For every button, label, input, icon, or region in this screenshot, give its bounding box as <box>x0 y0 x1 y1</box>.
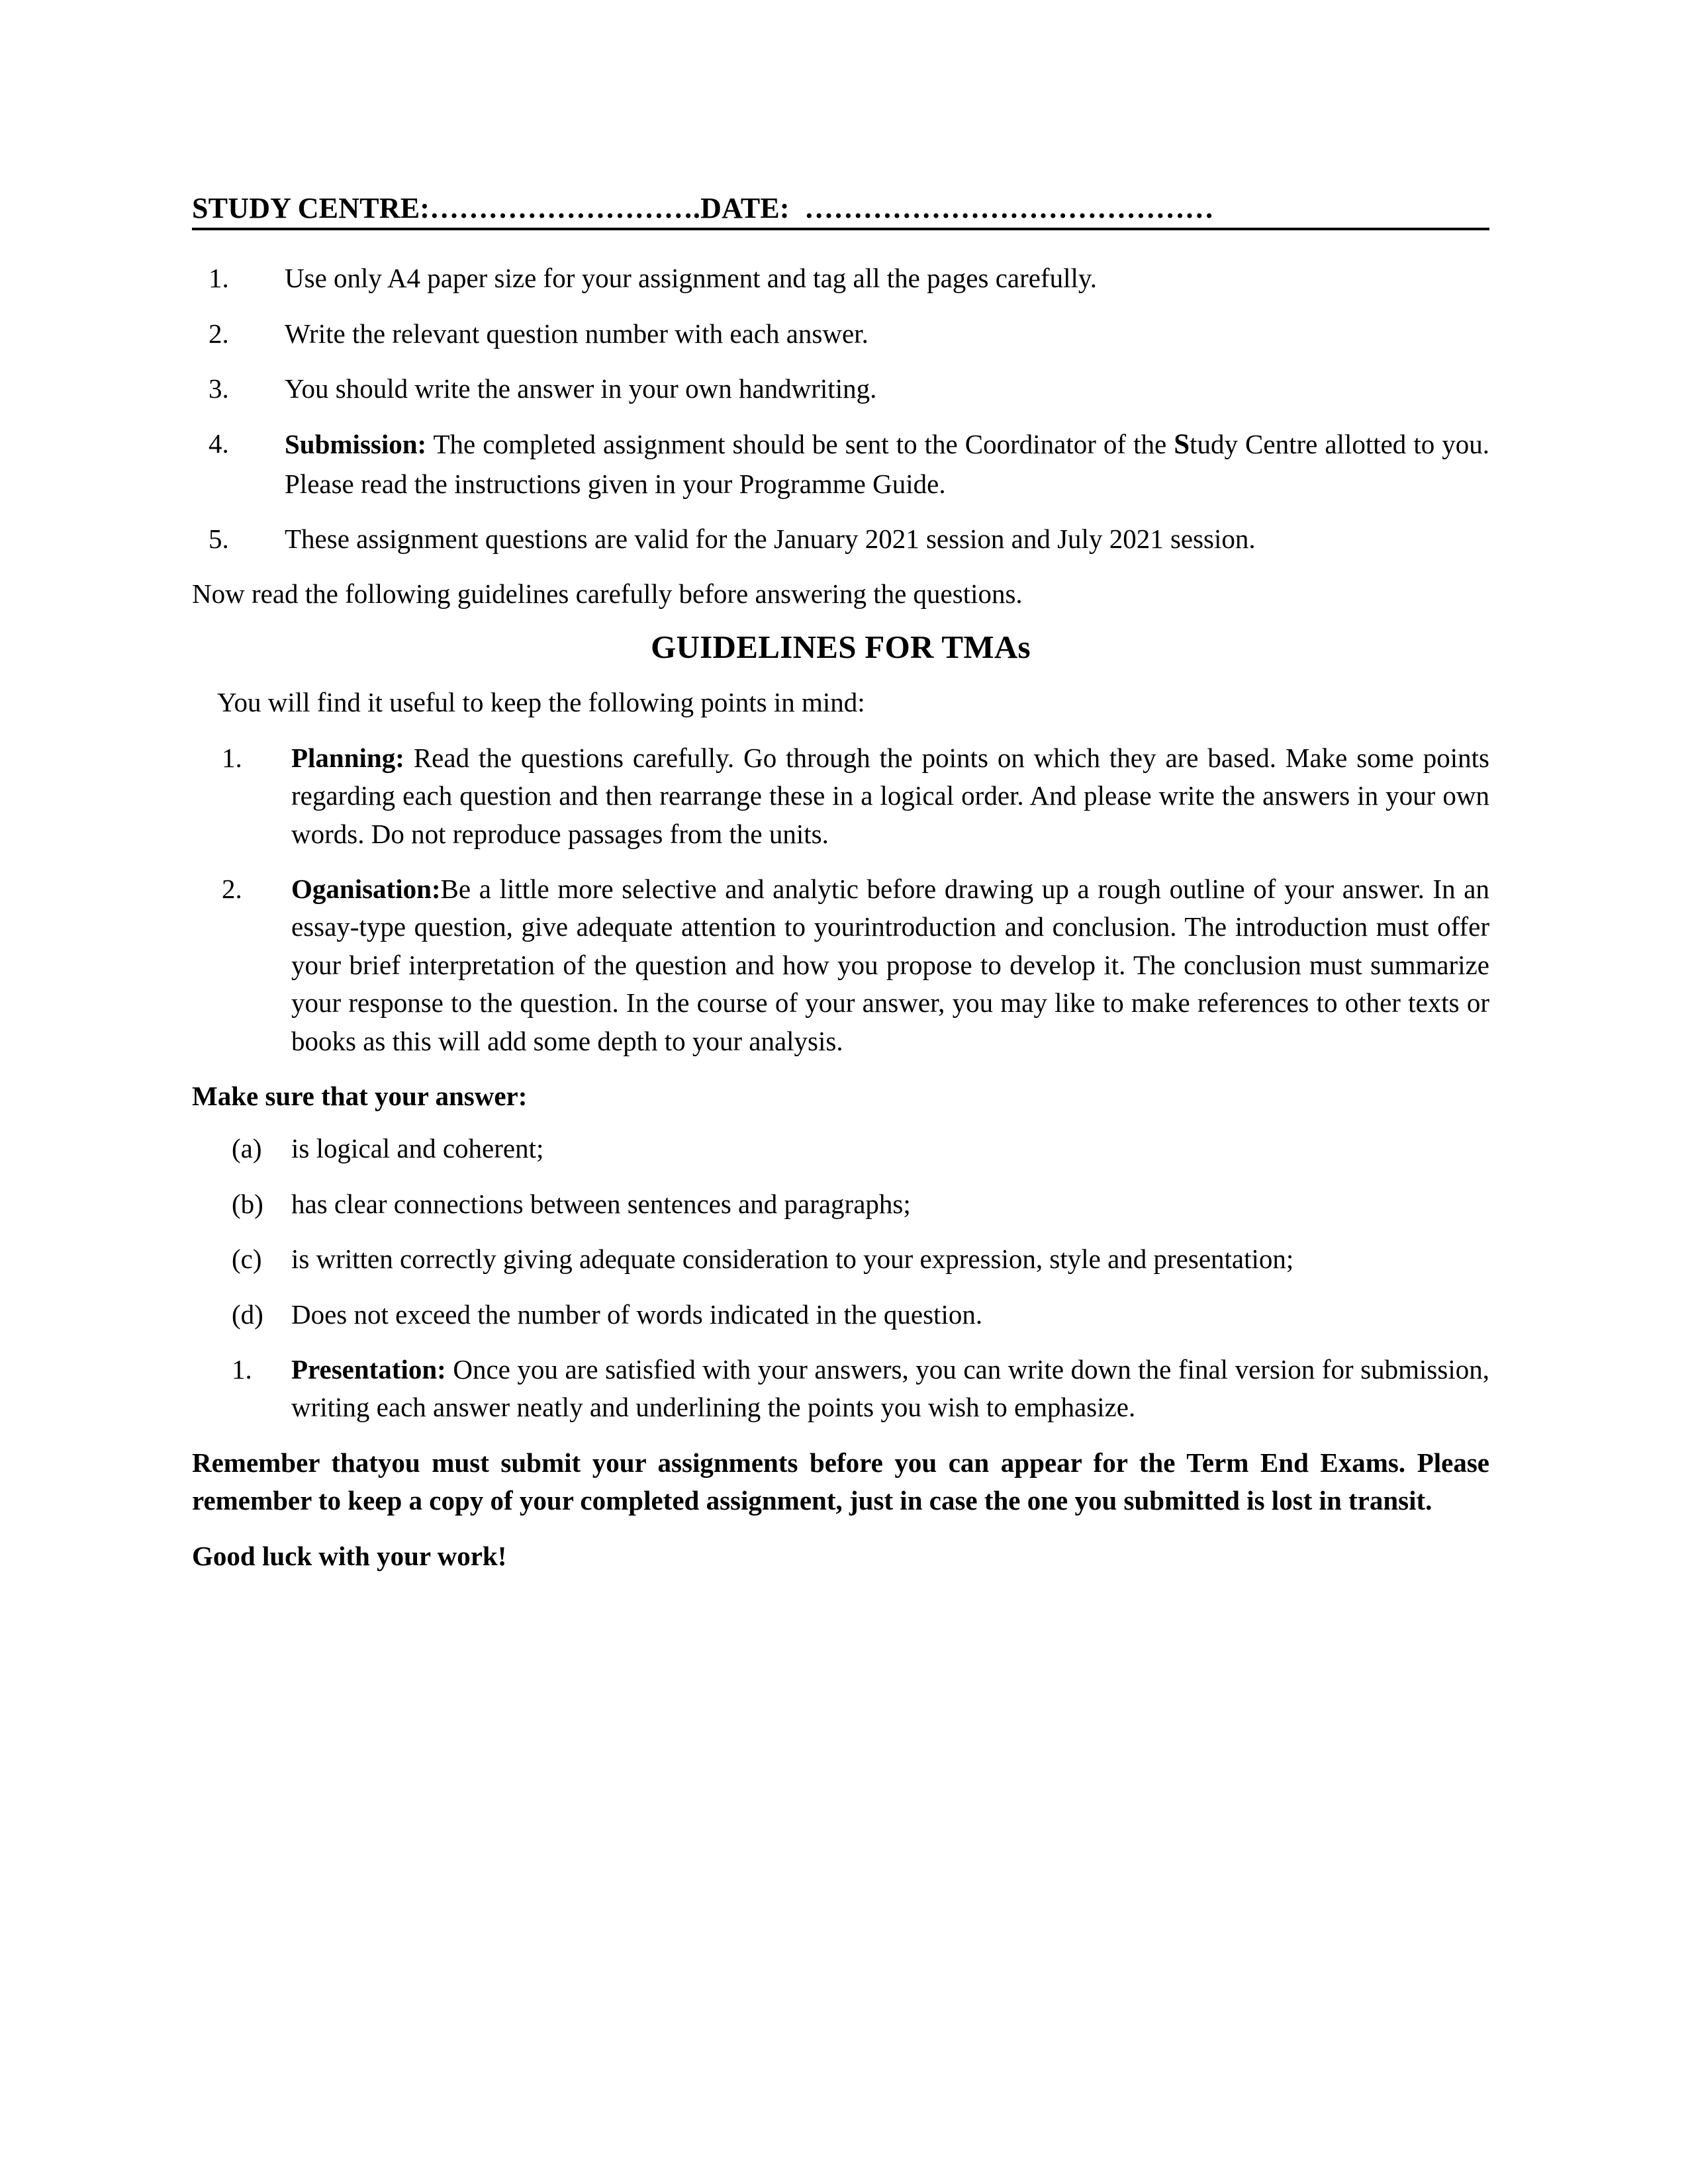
list-item-organisation <box>222 870 1489 1060</box>
list-marker: 3. <box>209 373 229 404</box>
presentation-label: Presentation: <box>291 1353 446 1385</box>
list-marker: 1. <box>222 742 242 773</box>
list-item-text: These assignment questions are valid for the January 2021 session and July 2021 session. <box>285 523 1256 554</box>
submission-text-a: The completed assignment should be sent to the Coordinator of the <box>426 429 1174 460</box>
list-item-presentation <box>232 1351 1489 1427</box>
guidelines-intro: You will find it useful to keep the following points in mind: <box>217 687 865 718</box>
list-marker: (c) <box>232 1244 262 1275</box>
submission-study-initial: S <box>1174 429 1190 461</box>
list-marker: 2. <box>209 318 229 349</box>
organisation-text: Be a little more selective and analytic before drawing up a rough outline of your answer. In an essay-type question, give adequate attention to yourintroduction and conclusion. The introduction must offer your brief interpretation of the question and how you propose to develop it. The conclusion must summarize your response to the question. In the course of your answer, you may like to make references to other texts or books as this will add some depth to your analysis. <box>291 874 1489 1056</box>
list-item <box>232 1240 1489 1278</box>
list-marker: 5. <box>209 523 229 554</box>
list-item <box>209 315 1489 353</box>
planning-label: Planning: <box>291 742 404 773</box>
submission-text-b: tudy Centre allotted to you. Please read the instructions given in your Programme Guide. <box>285 429 1489 499</box>
now-read-paragraph: Now read the following guidelines carefully before answering the questions. <box>192 578 1023 610</box>
list-marker: 1. <box>232 1353 252 1385</box>
list-marker: (d) <box>232 1298 263 1330</box>
list-marker: 1. <box>209 263 229 294</box>
presentation-text: Once you are satisfied with your answers, you can write down the final version for submission, writing each answer neatly and underlining the points you wish to emphasize. <box>291 1353 1489 1423</box>
list-item <box>232 1185 1489 1223</box>
list-marker: (b) <box>232 1188 263 1219</box>
study-centre-date-line: STUDY CENTRE:……………………….DATE: …………………………………… <box>192 192 1214 224</box>
submission-label: Submission: <box>285 429 427 460</box>
instructions-list <box>192 259 1489 558</box>
list-item-planning <box>222 739 1489 853</box>
list-marker: 2. <box>222 874 242 905</box>
study-centre-header <box>192 192 1489 230</box>
document-content <box>192 192 1489 1575</box>
list-item-submission <box>209 425 1489 503</box>
good-luck-paragraph: Good luck with your work! <box>192 1540 507 1571</box>
list-item-text: is logical and coherent; <box>291 1133 544 1164</box>
list-item-text: Does not exceed the number of words indicated in the question. <box>291 1298 983 1330</box>
list-item-text: Write the relevant question number with each answer. <box>285 318 868 349</box>
list-item <box>209 370 1489 408</box>
list-item-text: has clear connections between sentences and paragraphs; <box>291 1188 911 1219</box>
organisation-label: Oganisation: <box>291 874 441 905</box>
list-item-text: is written correctly giving adequate consideration to your expression, style and presentation; <box>291 1244 1294 1275</box>
remember-paragraph: Remember thatyou must submit your assignments before you can appear for the Term End Exams. Please remember to keep a copy of your completed assignment, just in case the one you submitted is lost in transit. <box>192 1447 1489 1516</box>
guidelines-list <box>192 739 1489 1060</box>
list-marker: (a) <box>232 1133 262 1164</box>
list-item-text: Use only A4 paper size for your assignment and tag all the pages carefully. <box>285 263 1097 294</box>
answer-points-list <box>192 1130 1489 1426</box>
list-item <box>209 259 1489 297</box>
list-marker: 4. <box>209 428 229 459</box>
list-item <box>232 1296 1489 1334</box>
planning-text: Read the questions carefully. Go through the points on which they are based. Make some points regarding each question and then rearrange these in a logical order. And please write the answers in your own words. Do not reproduce passages from the units. <box>291 742 1489 849</box>
make-sure-heading: Make sure that your answer: <box>192 1081 528 1111</box>
list-item <box>232 1130 1489 1167</box>
list-item-text: You should write the answer in your own handwriting. <box>285 373 877 404</box>
guidelines-heading: GUIDELINES FOR TMAs <box>651 628 1031 665</box>
header-divider-rule <box>192 228 1489 230</box>
list-item <box>209 520 1489 558</box>
closing-block <box>192 1444 1489 1575</box>
